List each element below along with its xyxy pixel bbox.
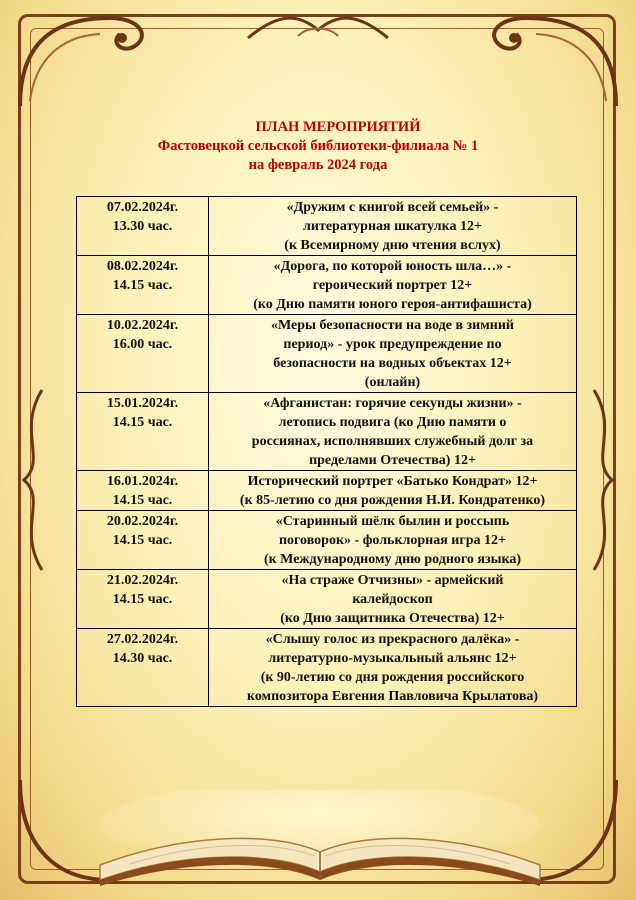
open-book-illustration	[70, 790, 570, 890]
event-description-line: (к Международному дню родного языка)	[263, 552, 522, 567]
event-row	[77, 629, 577, 707]
event-datetime-cell	[77, 393, 209, 471]
event-date: 27.02.2024г.	[106, 632, 179, 647]
document-period: на февраль 2024 года	[248, 157, 388, 173]
event-description-line: «На страже Отчизны» - армейский	[281, 573, 504, 588]
events-table	[76, 196, 577, 707]
event-description-cell	[209, 570, 577, 629]
event-row	[77, 256, 577, 315]
event-time: 14.15 час.	[112, 493, 173, 508]
event-description-line: (к 85-летию со дня рождения Н.И. Кондратенко)	[239, 493, 546, 508]
event-datetime-cell	[77, 471, 209, 511]
event-row	[77, 315, 577, 393]
event-description-line: (к Всемирному дню чтения вслух)	[284, 238, 501, 253]
event-description-cell	[209, 393, 577, 471]
event-description-cell	[209, 511, 577, 570]
corner-scroll-top-left	[10, 6, 160, 116]
event-date: 16.01.2024г.	[106, 474, 179, 489]
event-description-line: калейдоскоп	[352, 592, 433, 607]
event-time: 14.15 час.	[112, 415, 173, 430]
event-description-line: героический портрет 12+	[312, 278, 473, 293]
event-description-line: поговорок» - фольклорная игра 12+	[278, 533, 506, 548]
side-scroll-left	[12, 380, 52, 580]
corner-scroll-top-right	[476, 6, 626, 116]
document-title: ПЛАН МЕРОПРИЯТИЙ	[255, 119, 421, 135]
event-date: 21.02.2024г.	[106, 573, 179, 588]
event-description-cell	[209, 315, 577, 393]
event-row	[77, 511, 577, 570]
event-description-line: литературная шкатулка 12+	[303, 219, 482, 234]
event-date: 20.02.2024г.	[106, 514, 179, 529]
event-description-line: россиянах, исполнявших служебный долг за	[251, 434, 534, 449]
event-date: 15.01.2024г.	[106, 396, 179, 411]
top-center-ornament	[238, 8, 398, 48]
event-description-line: «Дорога, по которой юность шла…» -	[273, 259, 512, 274]
event-description-line: летопись подвига (ко Дню памяти о	[278, 415, 507, 430]
event-time: 14.15 час.	[112, 533, 173, 548]
document-header	[0, 118, 636, 175]
event-datetime-cell	[77, 629, 209, 707]
event-row	[77, 197, 577, 256]
document-subtitle: Фастовецкой сельской библиотеки-филиала № 1	[157, 138, 479, 154]
event-description-line: пределами Отечества) 12+	[309, 453, 476, 468]
event-description-line: (ко Дню защитника Отечества) 12+	[280, 611, 505, 626]
event-time: 14.30 час.	[112, 651, 173, 666]
event-description-line: Исторический портрет «Батько Кондрат» 12+	[247, 474, 538, 489]
event-description-line: «Старинный шёлк былин и россыпь	[275, 514, 510, 529]
event-datetime-cell	[77, 197, 209, 256]
event-datetime-cell	[77, 570, 209, 629]
event-description-line: (ко Дню памяти юного героя-антифашиста)	[253, 297, 532, 312]
event-date: 10.02.2024г.	[106, 318, 179, 333]
event-row	[77, 570, 577, 629]
event-description-line: безопасности на водных объектах 12+	[273, 356, 512, 371]
event-row	[77, 393, 577, 471]
event-row	[77, 471, 577, 511]
event-description-line: композитора Евгения Павловича Крылатова)	[246, 689, 539, 704]
event-datetime-cell	[77, 315, 209, 393]
event-description-line: (онлайн)	[364, 375, 421, 390]
event-description-cell	[209, 471, 577, 511]
event-description-line: «Дружим с книгой всей семьей» -	[286, 200, 499, 215]
event-description-line: «Слышу голос из прекрасного далёка» -	[265, 632, 520, 647]
event-description-cell	[209, 197, 577, 256]
event-description-line: «Меры безопасности на воде в зимний	[271, 318, 514, 333]
event-date: 07.02.2024г.	[106, 200, 179, 215]
event-description-line: литературно-музыкальный альянс 12+	[268, 651, 517, 666]
event-description-line: период» - урок предупреждение по	[283, 337, 502, 352]
event-description-cell	[209, 629, 577, 707]
event-date: 08.02.2024г.	[106, 259, 179, 274]
event-time: 14.15 час.	[112, 278, 173, 293]
event-description-cell	[209, 256, 577, 315]
event-datetime-cell	[77, 511, 209, 570]
side-scroll-right	[584, 380, 624, 580]
event-description-line: «Афганистан: горячие секунды жизни» -	[263, 396, 522, 411]
event-time: 13.30 час.	[112, 219, 173, 234]
event-datetime-cell	[77, 256, 209, 315]
event-time: 14.15 час.	[112, 592, 173, 607]
event-description-line: (к 90-летию со дня рождения российского	[260, 670, 525, 685]
event-time: 16.00 час.	[112, 337, 173, 352]
